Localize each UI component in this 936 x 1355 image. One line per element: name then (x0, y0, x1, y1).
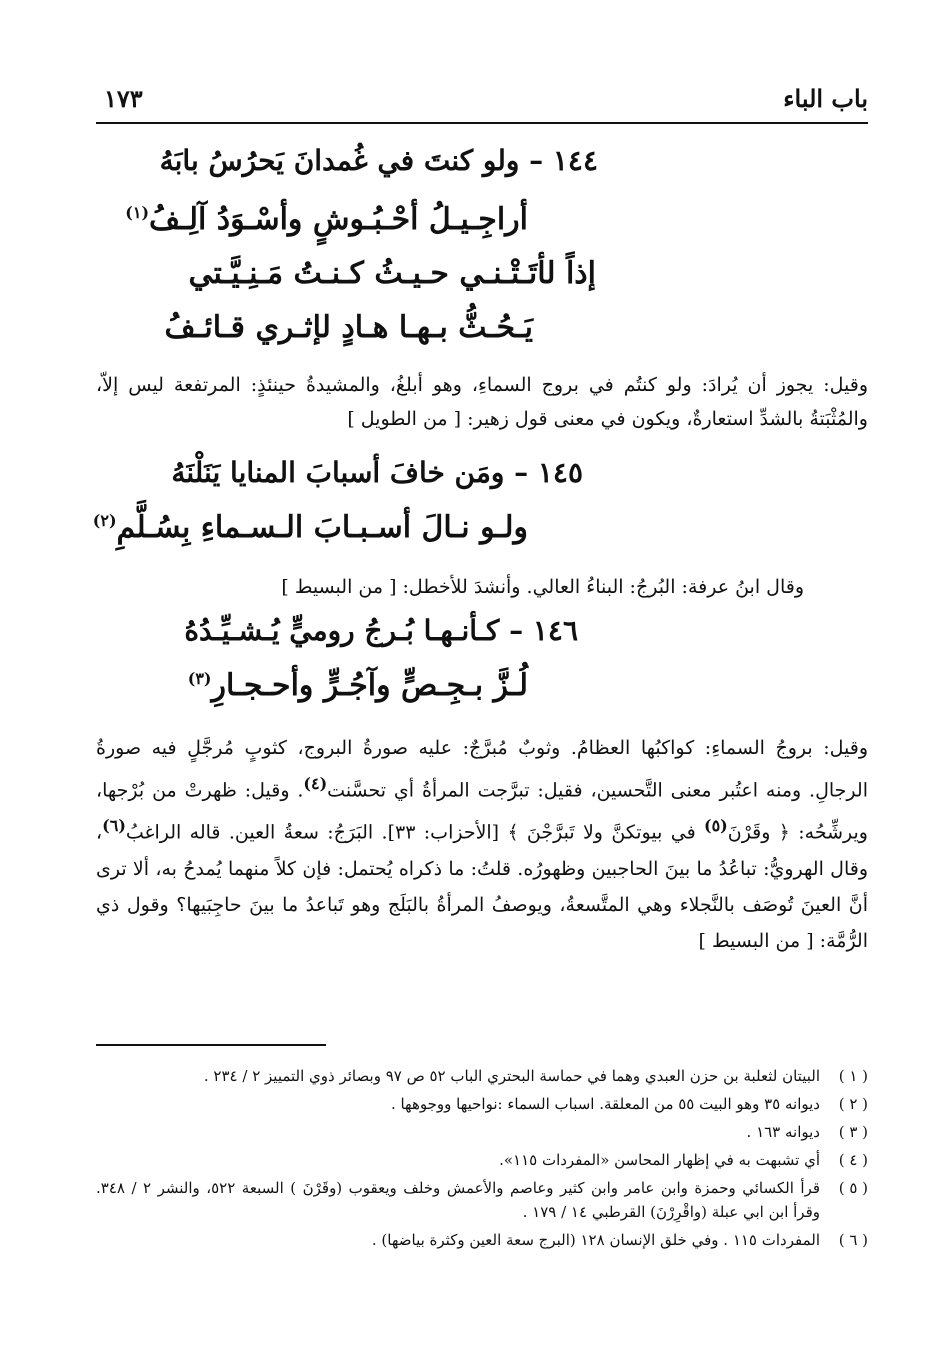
verse-text: لُـزَّ بـجِـصٍّ وآجُـرٍّ وأحـجـارِ (211, 668, 528, 703)
commentary-paragraph-1 (96, 368, 868, 436)
commentary-segment: في بيوتكنَّ ولا تَبرَّجْنَ ﴾ [الأحزاب: ٣٣]. البَرَجُ: سعةُ العين. قاله الراغبُ (125, 821, 704, 844)
footnote-ref: (٤) (303, 774, 328, 793)
footnote-divider (96, 1044, 326, 1046)
commentary-paragraph-2 (96, 570, 868, 604)
book-page (92, 78, 868, 1318)
footnote-item (96, 1064, 868, 1088)
verse-text: ولـو نـالَ أسـبـابَ الـسـماءِ بِسُـلَّمِ (116, 510, 528, 545)
footnote-mark: ( ٣ ) (838, 1123, 868, 1141)
commentary-text: وقيل: يجوز أن يُرادَ: ولو كنتُم في بروج السماءِ، وهو أبلغُ، والمشيدةُ حينئذٍ: المرتفعة ليس إلاّ، والمُثْبَتةُ بالشدِّ استعارةٌ، ويكون في معنى قول زهير: [ من الطويل ] (96, 374, 868, 430)
footnote-ref: (٦) (102, 816, 126, 836)
verse-145-hemistich-1 (171, 456, 583, 489)
verse-145-hemistich-2 (93, 510, 528, 545)
footnote-ref: (٥) (704, 816, 728, 836)
verse-number: ١٤٥ – (514, 456, 583, 489)
footnote-mark: ( ٢ ) (838, 1095, 868, 1113)
footnote-mark: ( ١ ) (838, 1067, 868, 1085)
footnote-ref: (٢) (92, 511, 117, 530)
footnote-item (96, 1148, 868, 1172)
footnote-mark: ( ٦ ) (838, 1231, 868, 1249)
footnote-text: البيتان لثعلبة بن حزن العبدي وهما في حماسة البحتري الباب ٥٢ ص ٩٧ وبصائر ذوي التمييز ٢ / ٢٣٤ . (203, 1067, 820, 1085)
verse-text: كـأنـهـا بُـرجُ روميٍّ يُـشـيِّـدُهُ (184, 614, 500, 647)
commentary-text (96, 730, 868, 959)
footnote-item (96, 1176, 868, 1224)
footnote-text: أي تشبهت به في إظهار المحاسن «المفردات ١١٥». (499, 1151, 820, 1169)
verse-text: ولو كنتَ في غُمدانَ يَحرُسُ بابَهُ (159, 144, 520, 177)
verse-text: يَـحُـثُّ بـهـا هـادٍ لإثـري قـائـفُ (164, 310, 533, 345)
footnote-ref: (٣) (187, 669, 212, 688)
verse-144-hemistich-4 (165, 310, 533, 345)
verse-146-hemistich-1 (184, 614, 578, 647)
verse-text: أراجِـيـلُ أحْـبُـوشٍ وأسْـوَدُ آلِـفُ (149, 202, 528, 237)
verse-text: ومَن خافَ أسبابَ المنايا يَنَلْنَهُ (171, 456, 505, 489)
verse-144-hemistich-1 (160, 144, 598, 177)
commentary-text: وقال ابنُ عرفة: البُرجُ: البناءُ العالي. وأنشدَ للأخطل: [ من البسيط ] (281, 576, 804, 598)
footnote-text: ديوانه ١٦٣ . (746, 1123, 820, 1141)
verse-number: ١٤٦ – (509, 614, 578, 647)
footnote-mark: ( ٥ ) (838, 1179, 868, 1197)
verse-144-hemistich-2 (125, 202, 528, 237)
commentary-segment: ، وقال الهرويُّ: تباعُدُ ما بينَ الحاجبين وظهورُه. قلتُ: ما ذكراه يُحتمل: فإن كلاً منهما يُمدحُ به، ألا ترى أنَّ العينَ تُوصَف بالنَّجلاء وهي المتَّسعةُ، ويوصفُ المرأةُ بالبَلَج وهو تَباعدُ ما بينَ حاجِبَيها؟ وقول ذي الرُّمَّة: [ من البسيط ] (96, 821, 868, 952)
footnote-text: قرأ الكسائي وحمزة وابن عامر وابن كثير وعاصم والأعمش وخلف ويعقوب (وقَرْنَ ) السبعة ٥٢٢، والنشر ٢ / ٣٤٨. وقرأ ابن ابي عبلة (واقْرِرْنَ) القرطبي ١٤ / ١٧٩ . (96, 1179, 820, 1221)
commentary-paragraph-3 (96, 730, 868, 959)
commentary-segment: وقيل: بروجُ السماءِ: كواكبُها العظامُ. وثوبٌ مُبرَّجٌ: عليه صورةُ البروج، كثوبٍ مُرجَّلٍ فيه صورةُ الرجالِ. ومنه اعتُبر معنى التَّحسين، فقيل: تبرَّجت المرأةُ أي تحسَّنت (96, 737, 868, 802)
page-number: ١٧٣ (104, 84, 143, 113)
footnote-item (96, 1228, 868, 1252)
verse-text: إذاً لأتَـتْـنـي حـيـثُ كـنـتُ مَـنِـيَّـتي (188, 256, 596, 291)
verse-146-hemistich-2 (188, 668, 528, 703)
footnote-item (96, 1092, 868, 1116)
footnote-ref: (١) (125, 203, 150, 222)
footnote-mark: ( ٤ ) (838, 1151, 868, 1169)
verse-144-hemistich-3 (188, 256, 596, 291)
page-header (96, 78, 868, 124)
chapter-title: باب الباء (783, 84, 868, 113)
commentary-segment: . وقيل: ظهرتْ من بُرْجها، ويرشِّحُه: ﴿ وقَرْنَ (96, 779, 868, 844)
footnotes (96, 1064, 868, 1256)
verse-number: ١٤٤ – (529, 144, 598, 177)
footnote-text: ديوانه ٣٥ وهو البيت ٥٥ من المعلقة. اسباب السماء :نواحيها ووجوهها . (390, 1095, 820, 1113)
footnote-item (96, 1120, 868, 1144)
footnote-text: المفردات ١١٥ . وفي خلق الإنسان ١٢٨ (البرج سعة العين وكثرة بياضها) . (371, 1231, 820, 1249)
